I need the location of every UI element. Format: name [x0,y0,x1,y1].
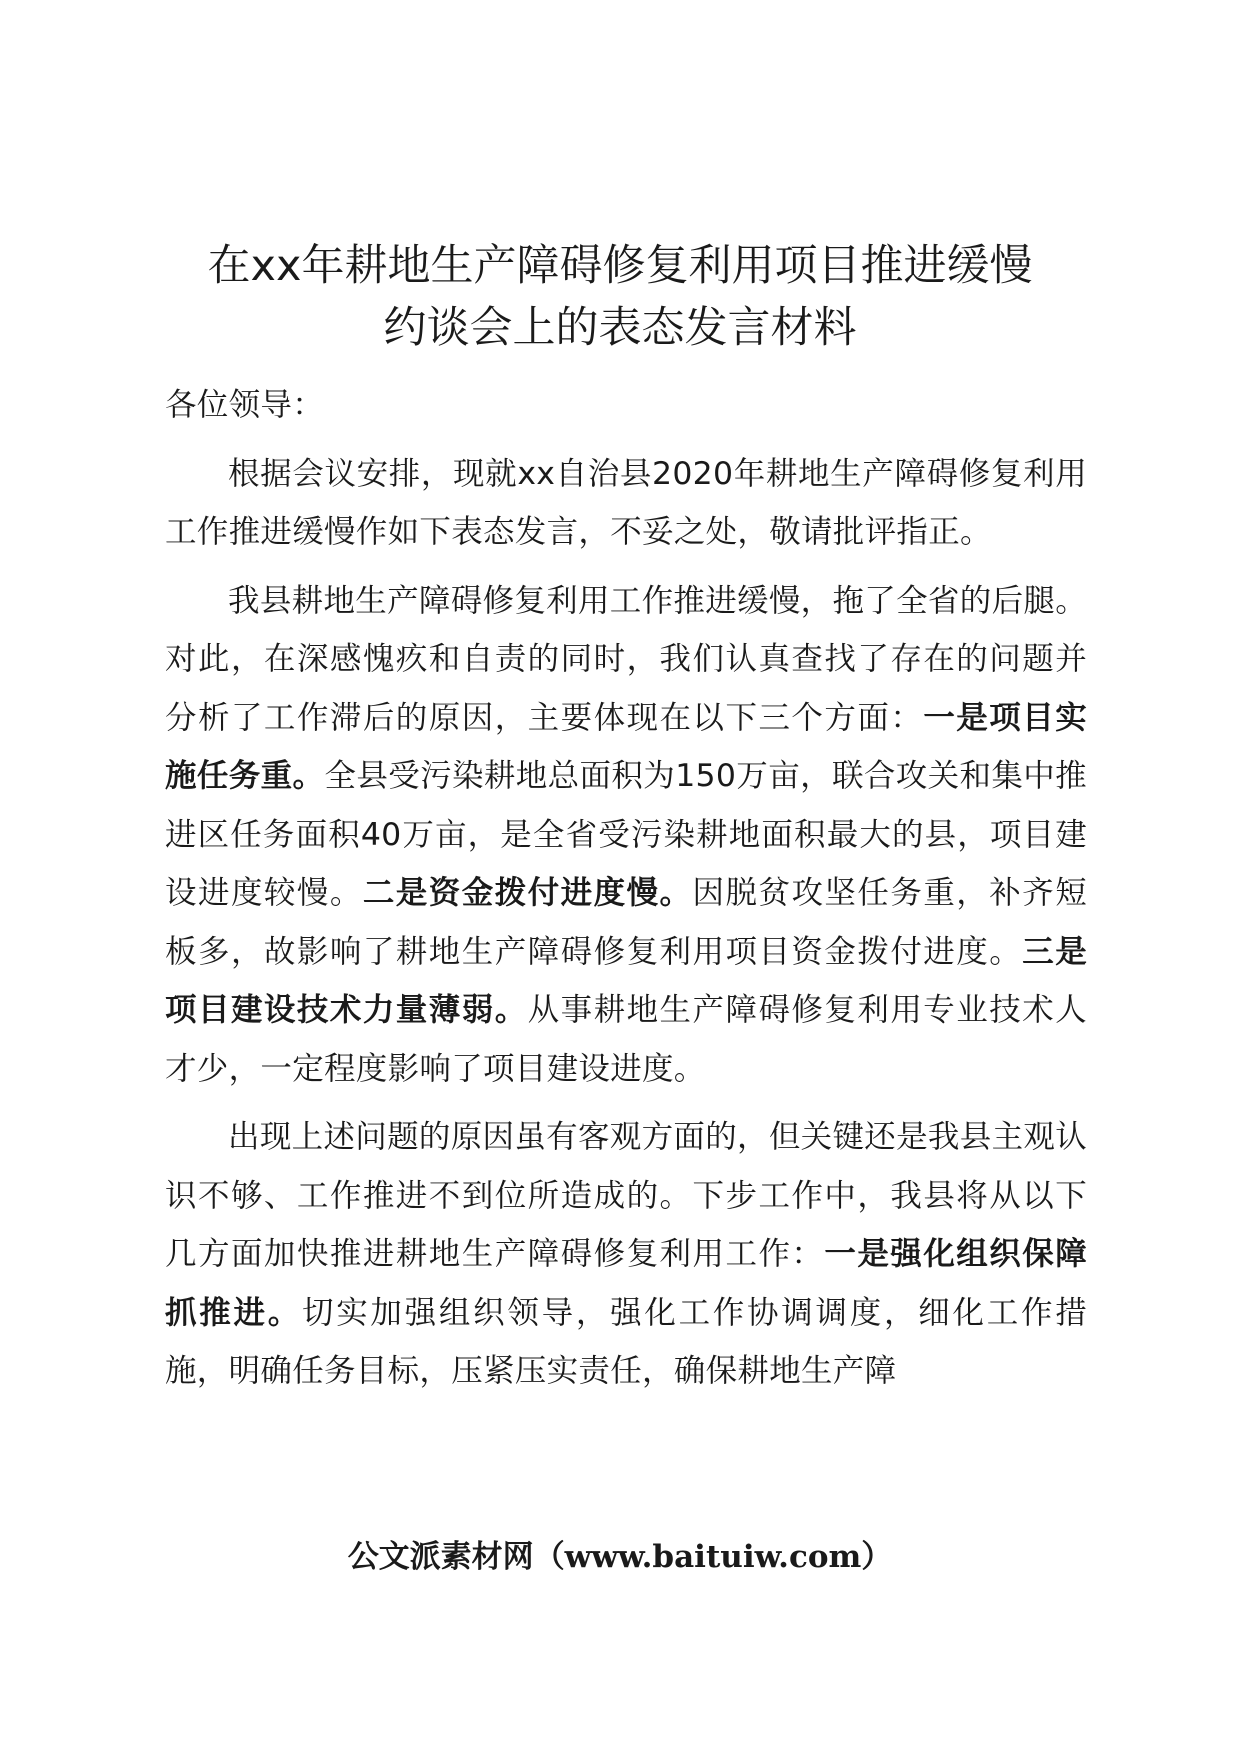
salutation: 各位领导： [165,387,325,423]
paragraph-2-text-a: 我县耕地生产障碍修复利用工作推进缓慢，拖了全省的后腿。对此，在深感愧疚和自责的同时，我们认真查找了存在的问题并分析了工作滞后的原因，主要体现在以下三个方面： [165,582,1087,736]
paragraph-1 [165,445,1087,562]
title-line-1: 在xx年耕地生产障碍修复利用项目推进缓慢 [207,241,1033,291]
page-footer [150,1537,1090,1577]
document-title [150,235,1090,359]
paragraph-2-point-3: 三是项目建设技术力量薄弱。 [165,933,1087,1028]
paragraph-3-point-1: 一是强化组织保障抓推进。 [165,1236,1087,1331]
paragraph-2 [165,572,1087,1099]
paragraph-3-text-a: 出现上述问题的原因虽有客观方面的，但关键还是我县主观认识不够、工作推进不到位所造成的。下步工作中，我县将从以下几方面加快推进耕地生产障碍修复利用工作： [165,1119,1087,1272]
paragraph-2-point-2: 二是资金拨付进度慢。 [362,875,693,911]
paragraph-2-point-1: 一是项目实施任务重。 [165,699,1087,794]
paragraph-3-text-c: 切实加强组织领导，强化工作协调调度，细化工作措施，明确任务目标，压紧压实责任，确保耕地生产障 [165,1294,1087,1389]
document-body [165,376,1087,1411]
footer-site-name: 公文派素材网 [347,1539,534,1575]
paragraph-2-text-c: 全县受污染耕地总面积为150万亩，联合攻关和集中推进区任务面积40万亩，是全省受污染耕地面积最大的县，项目建设进度较慢。 [165,758,1087,911]
footer-url: （www.baituiw.com） [533,1539,893,1575]
title-line-2: 约谈会上的表态发言材料 [383,303,857,353]
paragraph-2-text-e: 从事耕地生产障碍修复利用专业技术人才少，一定程度影响了项目建设进度。 [165,992,1087,1087]
paragraph-1-text: 根据会议安排，现就xx自治县2020年耕地生产障碍修复利用工作推进缓慢作如下表态发言，不妥之处，敬请批评指正。 [165,455,1087,550]
paragraph-3 [165,1108,1087,1401]
paragraph-2-text-d: 因脱贫攻坚任务重，补齐短板多，故影响了耕地生产障碍修复利用项目资金拨付进度。 [165,875,1087,970]
